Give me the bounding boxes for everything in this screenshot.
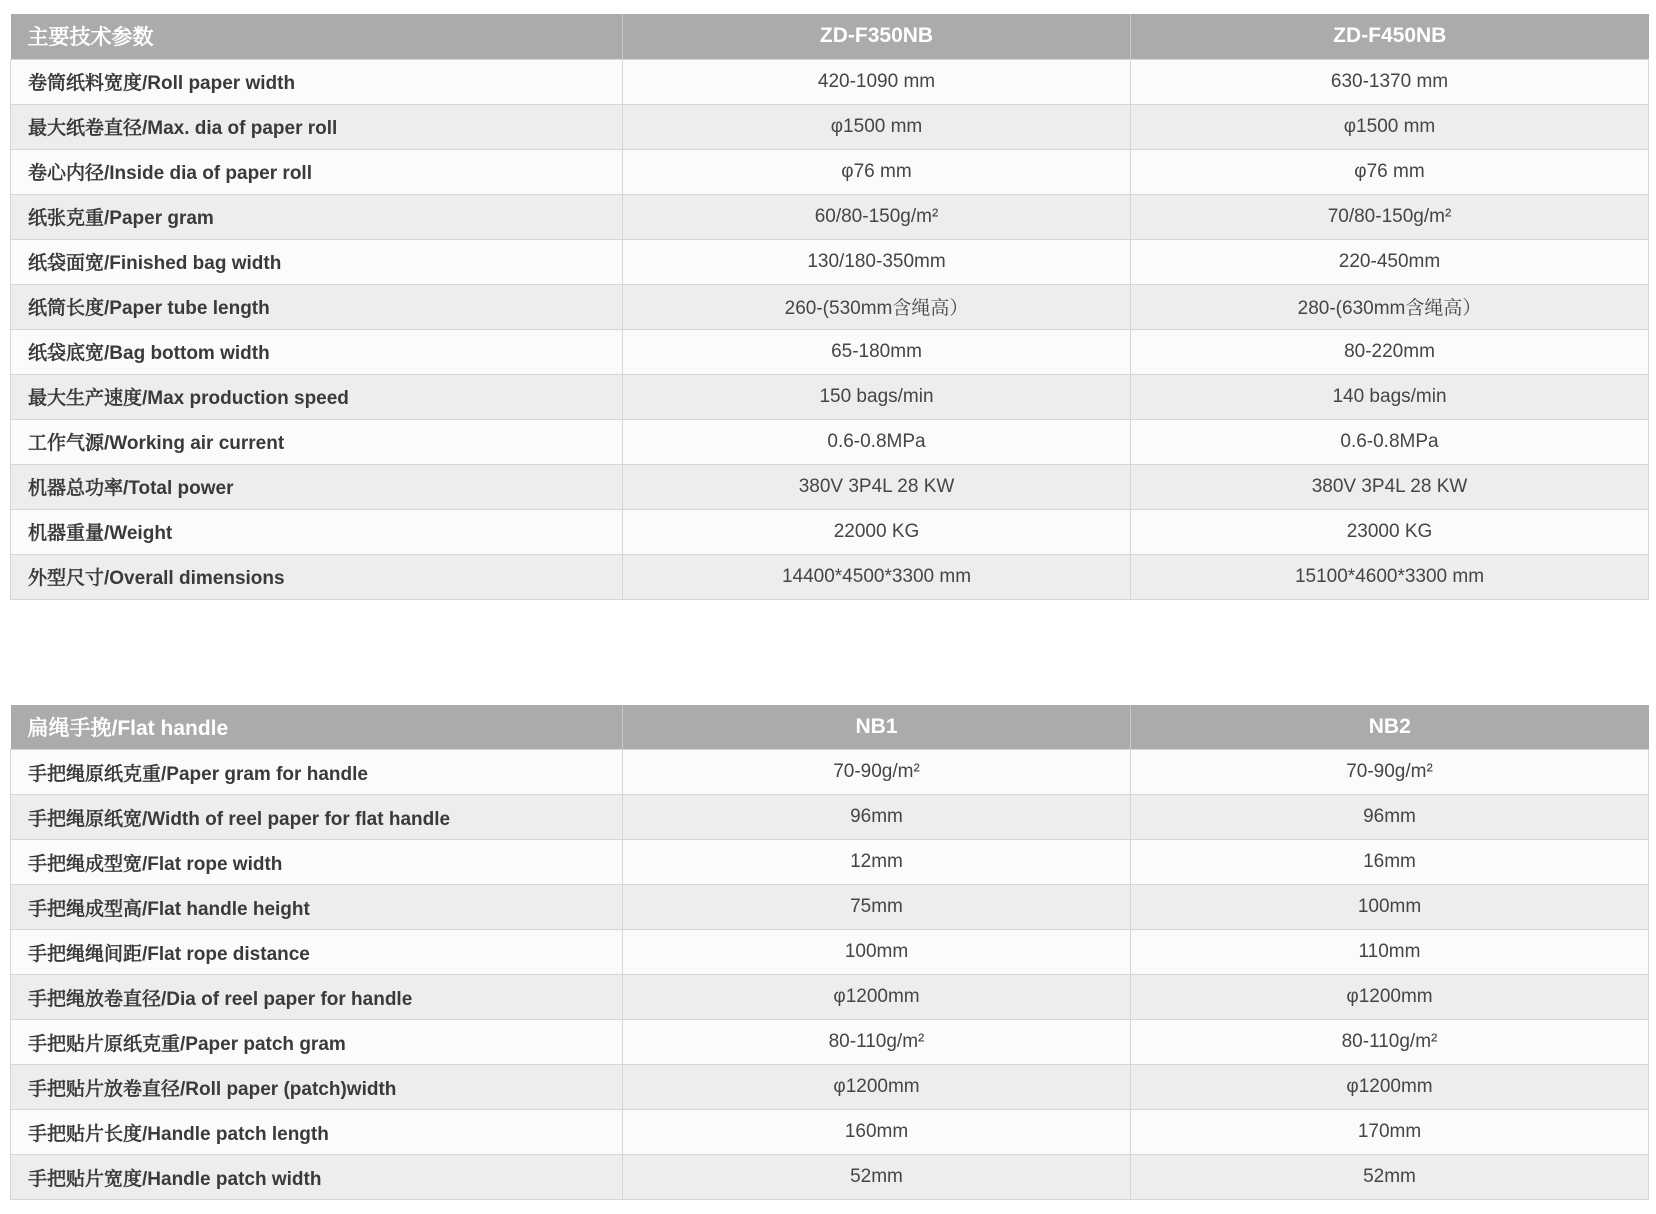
spec-row xyxy=(11,464,1649,509)
row-label: 最大生产速度/Max production speed xyxy=(11,374,623,419)
spec-value-col2: 80-110g/m² xyxy=(1131,1020,1649,1065)
spec-row xyxy=(11,1110,1649,1155)
spec-value-col1: 130/180-350mm xyxy=(623,239,1131,284)
spec-row xyxy=(11,284,1649,329)
row-label: 手把绳成型高/Flat handle height xyxy=(11,885,623,930)
table-header-row xyxy=(11,14,1649,59)
spec-value-col2: 16mm xyxy=(1131,840,1649,885)
spec-value-col1: 12mm xyxy=(623,840,1131,885)
spec-value-col1: 100mm xyxy=(623,930,1131,975)
spec-value-col2: 100mm xyxy=(1131,885,1649,930)
spec-value-col1: φ1500 mm xyxy=(623,104,1131,149)
spec-row xyxy=(11,975,1649,1020)
spec-row xyxy=(11,59,1649,104)
spec-value-col2: 380V 3P4L 28 KW xyxy=(1131,464,1649,509)
spec-row xyxy=(11,840,1649,885)
spec-value-col1: φ1200mm xyxy=(623,1065,1131,1110)
spec-value-col1: φ76 mm xyxy=(623,149,1131,194)
row-label: 纸张克重/Paper gram xyxy=(11,194,623,239)
spec-value-col1: 160mm xyxy=(623,1110,1131,1155)
spec-value-col2: 70-90g/m² xyxy=(1131,750,1649,795)
spec-value-col1: φ1200mm xyxy=(623,975,1131,1020)
spec-value-col1: 60/80-150g/m² xyxy=(623,194,1131,239)
spec-value-col2: 70/80-150g/m² xyxy=(1131,194,1649,239)
row-label: 手把绳原纸克重/Paper gram for handle xyxy=(11,750,623,795)
spec-value-col1: 380V 3P4L 28 KW xyxy=(623,464,1131,509)
row-label: 纸筒长度/Paper tube length xyxy=(11,284,623,329)
spec-row xyxy=(11,509,1649,554)
spec-value-col2: φ1200mm xyxy=(1131,1065,1649,1110)
row-label: 手把绳放卷直径/Dia of reel paper for handle xyxy=(11,975,623,1020)
spec-value-col1: 0.6-0.8MPa xyxy=(623,419,1131,464)
spec-row xyxy=(11,1065,1649,1110)
row-label: 纸袋面宽/Finished bag width xyxy=(11,239,623,284)
spec-value-col1: 52mm xyxy=(623,1155,1131,1200)
spec-row xyxy=(11,239,1649,284)
row-label: 手把绳绳间距/Flat rope distance xyxy=(11,930,623,975)
spec-value-col2: 140 bags/min xyxy=(1131,374,1649,419)
spec-row xyxy=(11,885,1649,930)
row-label: 手把绳成型宽/Flat rope width xyxy=(11,840,623,885)
row-label: 手把贴片放卷直径/Roll paper (patch)width xyxy=(11,1065,623,1110)
spec-value-col2: 15100*4600*3300 mm xyxy=(1131,554,1649,599)
column-header-model-1: NB1 xyxy=(623,705,1131,750)
table-title: 主要技术参数 xyxy=(11,14,623,59)
spec-value-col2: 0.6-0.8MPa xyxy=(1131,419,1649,464)
spec-value-col2: φ1500 mm xyxy=(1131,104,1649,149)
spec-row xyxy=(11,750,1649,795)
spec-value-col2: 52mm xyxy=(1131,1155,1649,1200)
table-body xyxy=(11,750,1649,1200)
spec-value-col2: 630-1370 mm xyxy=(1131,59,1649,104)
spec-table-main-parameters xyxy=(10,14,1649,600)
column-header-model-1: ZD-F350NB xyxy=(623,14,1131,59)
spec-value-col1: 22000 KG xyxy=(623,509,1131,554)
spec-value-col1: 420-1090 mm xyxy=(623,59,1131,104)
spec-row xyxy=(11,1020,1649,1065)
spec-value-col2: φ1200mm xyxy=(1131,975,1649,1020)
spec-row xyxy=(11,554,1649,599)
spec-value-col1: 260-(530mm含绳高） xyxy=(623,284,1131,329)
spec-row xyxy=(11,104,1649,149)
spec-row xyxy=(11,795,1649,840)
spec-value-col1: 75mm xyxy=(623,885,1131,930)
table-header-row xyxy=(11,705,1649,750)
spec-value-col1: 80-110g/m² xyxy=(623,1020,1131,1065)
spec-row xyxy=(11,149,1649,194)
spec-value-col2: 220-450mm xyxy=(1131,239,1649,284)
row-label: 手把贴片宽度/Handle patch width xyxy=(11,1155,623,1200)
spec-row xyxy=(11,194,1649,239)
column-header-model-2: ZD-F450NB xyxy=(1131,14,1649,59)
spec-value-col1: 96mm xyxy=(623,795,1131,840)
spec-value-col2: 23000 KG xyxy=(1131,509,1649,554)
row-label: 卷心内径/Inside dia of paper roll xyxy=(11,149,623,194)
row-label: 手把绳原纸宽/Width of reel paper for flat handle xyxy=(11,795,623,840)
row-label: 手把贴片长度/Handle patch length xyxy=(11,1110,623,1155)
spec-value-col1: 150 bags/min xyxy=(623,374,1131,419)
row-label: 工作气源/Working air current xyxy=(11,419,623,464)
spec-row xyxy=(11,329,1649,374)
spec-row xyxy=(11,930,1649,975)
spec-row xyxy=(11,1155,1649,1200)
table-title: 扁绳手挽/Flat handle xyxy=(11,705,623,750)
spec-row xyxy=(11,419,1649,464)
table-body xyxy=(11,59,1649,599)
spec-table-flat-handle xyxy=(10,705,1649,1201)
spec-value-col2: 80-220mm xyxy=(1131,329,1649,374)
row-label: 外型尺寸/Overall dimensions xyxy=(11,554,623,599)
spec-value-col2: φ76 mm xyxy=(1131,149,1649,194)
spec-value-col2: 170mm xyxy=(1131,1110,1649,1155)
row-label: 最大纸卷直径/Max. dia of paper roll xyxy=(11,104,623,149)
spec-value-col1: 65-180mm xyxy=(623,329,1131,374)
row-label: 纸袋底宽/Bag bottom width xyxy=(11,329,623,374)
row-label: 机器总功率/Total power xyxy=(11,464,623,509)
column-header-model-2: NB2 xyxy=(1131,705,1649,750)
row-label: 机器重量/Weight xyxy=(11,509,623,554)
spec-value-col1: 14400*4500*3300 mm xyxy=(623,554,1131,599)
spec-value-col2: 110mm xyxy=(1131,930,1649,975)
spec-row xyxy=(11,374,1649,419)
row-label: 卷筒纸料宽度/Roll paper width xyxy=(11,59,623,104)
spec-value-col2: 96mm xyxy=(1131,795,1649,840)
spec-value-col1: 70-90g/m² xyxy=(623,750,1131,795)
row-label: 手把贴片原纸克重/Paper patch gram xyxy=(11,1020,623,1065)
spec-value-col2: 280-(630mm含绳高） xyxy=(1131,284,1649,329)
